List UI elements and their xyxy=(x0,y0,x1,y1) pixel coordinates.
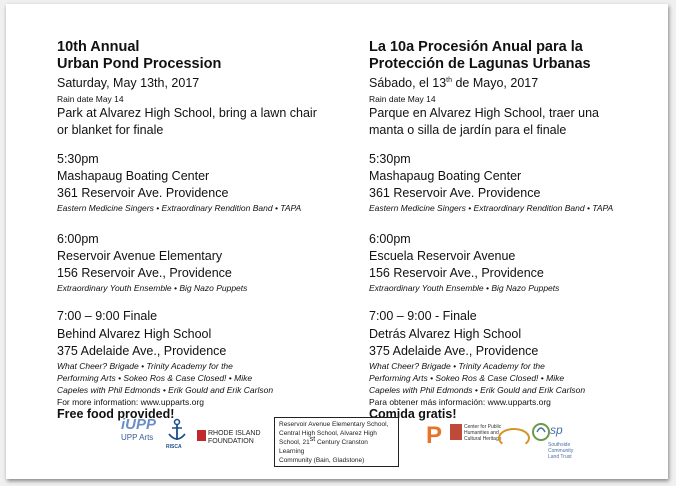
english-more-info: For more information: www.upparts.org xyxy=(57,397,204,407)
ri-foundation-text: RHODE ISLAND FOUNDATION xyxy=(208,430,261,445)
spanish-free-food: Comida gratis! xyxy=(369,407,457,421)
spanish-stop3-performers-line1: What Cheer? Brigade • Trinity Academy for the xyxy=(369,361,545,371)
english-stop3-time: 7:00 – 9:00 Finale xyxy=(57,309,158,323)
english-stop3-performers-line3: Capeles with Phil Edmonds • Erik Gould and Erik Carlson xyxy=(57,385,274,395)
public-humanities-logo xyxy=(450,424,510,446)
english-stop2-time: 6:00pm xyxy=(57,232,99,246)
spanish-stop3-place: Detrás Alvarez High School xyxy=(369,327,522,341)
partner-line3-a: School, 21 xyxy=(279,439,310,446)
english-parking-line1: Park at Alvarez High School, bring a lawn chair xyxy=(57,106,317,120)
risca-logo xyxy=(166,418,188,454)
spanish-stop3-performers-line3: Capeles with Phil Edmonds • Erik Gould and Erik Carlson xyxy=(369,385,586,395)
spanish-stop1-time: 5:30pm xyxy=(369,152,411,166)
partner-line1: Reservoir Avenue Elementary School, xyxy=(279,421,389,428)
public-humanities-text: Center for Public Humanities and Cultural Heritage xyxy=(464,424,502,442)
spanish-stop2-address: 156 Reservoir Ave., Providence xyxy=(369,266,544,280)
english-rain-date: Rain date May 14 xyxy=(57,94,124,104)
english-stop3-performers-line2: Performing Arts • Sokeo Ros & Case Closed! • Mike xyxy=(57,373,253,383)
partner-line2: Central High School, Alvarez High xyxy=(279,430,377,437)
spanish-parking-line2: manta o silla de jardín para el finale xyxy=(369,123,567,137)
spanish-date-sup: th xyxy=(446,76,452,84)
english-stop1-place: Mashapaug Boating Center xyxy=(57,169,210,183)
english-stop3-performers-line1: What Cheer? Brigade • Trinity Academy for the xyxy=(57,361,233,371)
english-stop1-performers: Eastern Medicine Singers • Extraordinary Rendition Band • TAPA xyxy=(57,203,302,213)
english-stop1-address: 361 Reservoir Ave. Providence xyxy=(57,186,229,200)
arc-icon xyxy=(498,428,530,448)
spanish-stop1-address: 361 Reservoir Ave. Providence xyxy=(369,186,541,200)
spanish-parking-line1: Parque en Alvarez High School, traer una xyxy=(369,106,599,120)
spanish-rain-date: Rain date May 14 xyxy=(369,94,436,104)
partner-line3 xyxy=(279,435,394,456)
english-stop2-performers: Extraordinary Youth Ensemble • Big Nazo Puppets xyxy=(57,283,248,293)
spanish-stop2-performers: Extraordinary Youth Ensemble • Big Nazo Puppets xyxy=(369,283,560,293)
english-stop3-place: Behind Alvarez High School xyxy=(57,327,212,341)
flyer-page xyxy=(6,4,668,479)
english-stop1-time: 5:30pm xyxy=(57,152,99,166)
spanish-stop2-time: 6:00pm xyxy=(369,232,411,246)
spanish-date xyxy=(369,75,538,92)
spanish-stop1-place: Mashapaug Boating Center xyxy=(369,169,522,183)
partner-line3-sup: st xyxy=(309,435,316,443)
upp-arts-logo xyxy=(121,416,163,454)
anchor-icon xyxy=(166,418,188,444)
left-sponsor-logos xyxy=(121,416,271,456)
ri-foundation-mark-icon xyxy=(197,430,206,441)
sp-swirl-icon xyxy=(532,418,582,444)
english-parking-line2: or blanket for finale xyxy=(57,123,164,137)
spanish-stop1-performers: Eastern Medicine Singers • Extraordinary Rendition Band • TAPA xyxy=(369,203,614,213)
spanish-stop3-time: 7:00 – 9:00 - Finale xyxy=(369,309,477,323)
risca-text: RISCA xyxy=(166,444,182,450)
southside-land-trust-logo xyxy=(532,418,582,460)
spanish-stop3-performers-line2: Performing Arts • Sokeo Ros & Case Closed! • Mike xyxy=(369,373,565,383)
public-humanities-mark-icon xyxy=(450,424,462,440)
upp-arts-mark: iUPP xyxy=(121,416,157,433)
english-stop3-address: 375 Adelaide Ave., Providence xyxy=(57,344,227,358)
spanish-date-part1: Sábado, el 13 xyxy=(369,76,447,90)
spanish-stop3-address: 375 Adelaide Ave., Providence xyxy=(369,344,539,358)
p-logo: P xyxy=(426,422,443,449)
english-date: Saturday, May 13th, 2017 xyxy=(57,76,200,90)
spanish-title-line2: Protección de Lagunas Urbanas xyxy=(369,56,591,72)
english-stop2-place: Reservoir Avenue Elementary xyxy=(57,249,223,263)
southside-text: Southside Community Land Trust xyxy=(548,442,574,460)
upp-arts-text: UPP Arts xyxy=(121,433,154,442)
rhode-island-foundation-logo xyxy=(197,430,277,448)
right-sponsor-logos xyxy=(426,416,616,460)
spanish-more-info: Para obtener más información: www.upparts.org xyxy=(369,397,551,407)
english-title-line2: Urban Pond Procession xyxy=(57,56,222,72)
spanish-title-line1: La 10a Procesión Anual para la xyxy=(369,39,583,55)
partner-line4: Community (Bain, Gladstone) xyxy=(279,457,365,464)
partner-line3-b: Century Cranston Learning xyxy=(279,439,368,455)
spanish-date-part2: de Mayo, 2017 xyxy=(452,76,539,90)
partner-schools-box xyxy=(274,417,399,467)
english-stop2-address: 156 Reservoir Ave., Providence xyxy=(57,266,232,280)
english-free-food: Free food provided! xyxy=(57,407,175,421)
english-title-line1: 10th Annual xyxy=(57,39,140,55)
svg-text:sp: sp xyxy=(550,423,563,437)
spanish-stop2-place: Escuela Reservoir Avenue xyxy=(369,249,516,263)
